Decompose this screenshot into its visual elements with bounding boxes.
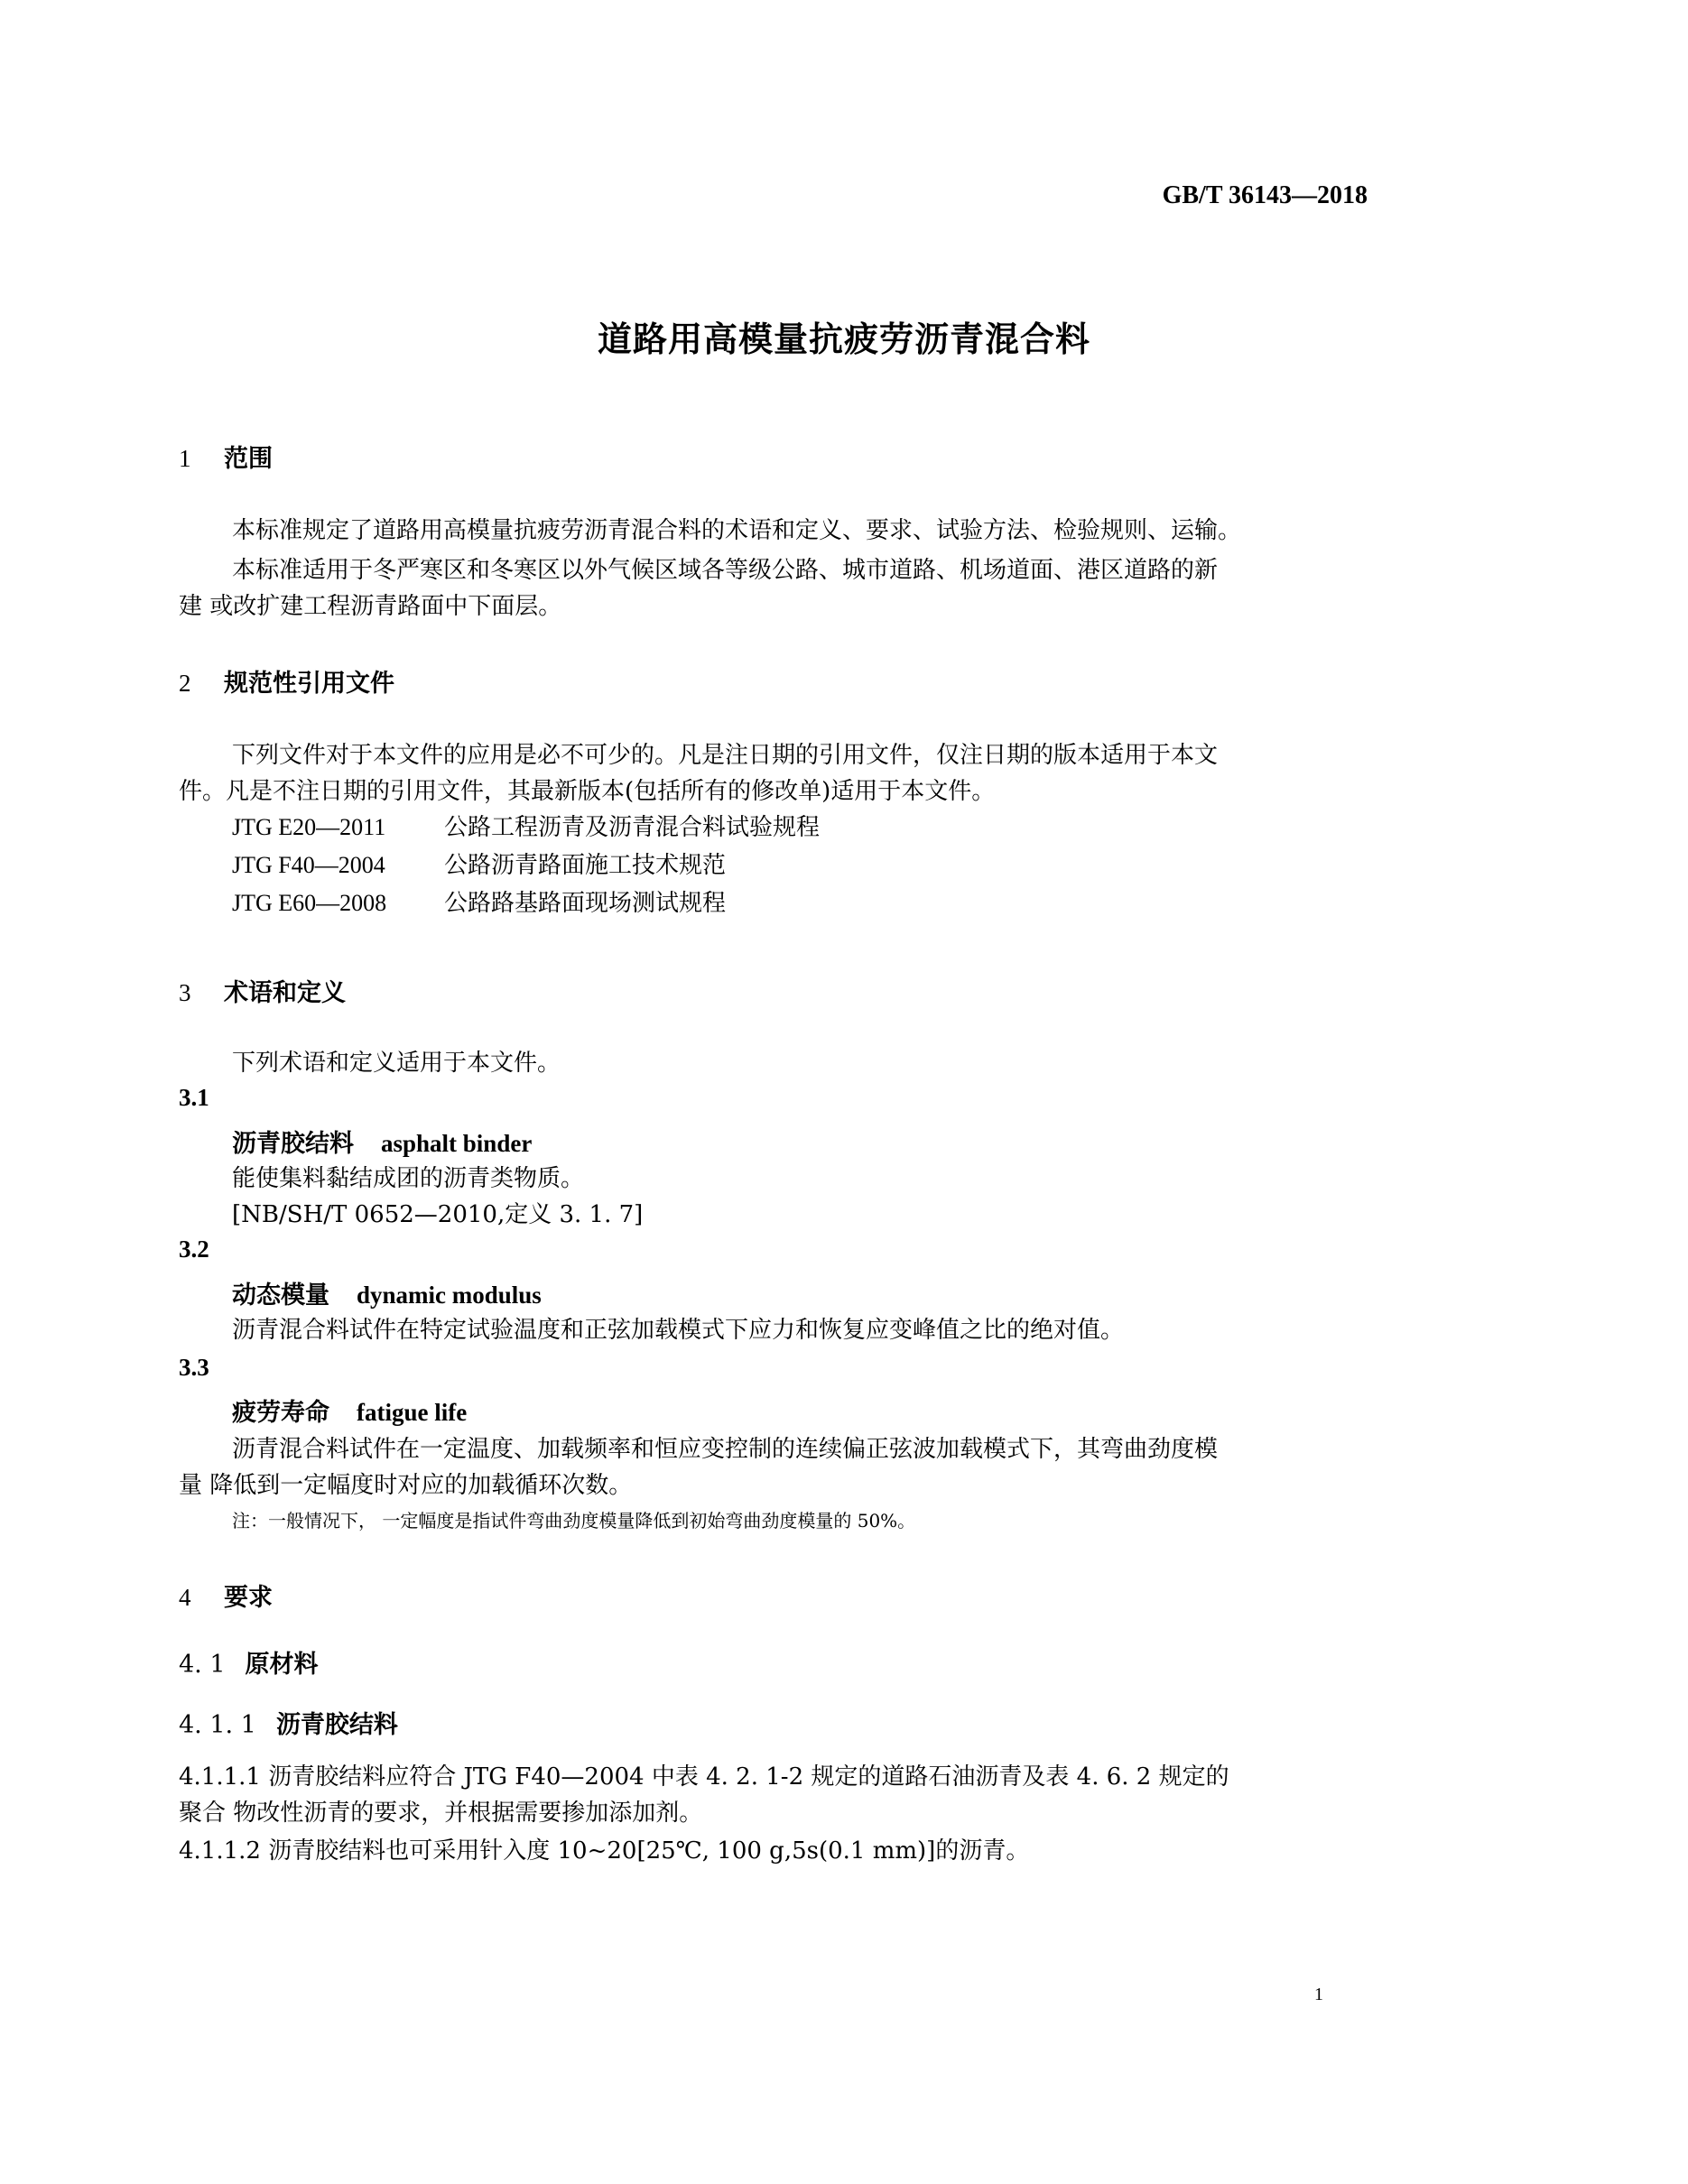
section-title: 规范性引用文件 [224, 670, 394, 698]
term-definition-line-1: 沥青混合料试件在一定温度、加载频率和恒应变控制的连续偏正弦波加载模式下，其弯曲劲度模 [232, 1436, 1219, 1463]
term-definition-line-2: 量 降低到一定幅度时对应的加载循环次数。 [179, 1472, 633, 1499]
section-2-paragraph-line-1: 下列文件对于本文件的应用是必不可少的。凡是注日期的引用文件，仅注日期的版本适用于本文 [232, 742, 1219, 769]
term-english: asphalt binder [381, 1130, 533, 1157]
section-1-paragraph-2-line-2: 建 或改扩建工程沥青路面中下面层。 [179, 593, 562, 620]
section-number: 4 [179, 1584, 191, 1611]
term-heading [232, 1275, 542, 1310]
page-number: 1 [1314, 1985, 1323, 2004]
term-chinese: 疲劳寿命 [232, 1399, 329, 1427]
term-number: 3.3 [179, 1354, 209, 1381]
clause-4-1-1-1-line-1: 4.1.1.1 沥青胶结料应符合 JTG F40—2004 中表 4. 2. 1-2 规定的道路石油沥青及表 4. 6. 2 规定的 [179, 1763, 1229, 1791]
term-english: dynamic modulus [357, 1282, 542, 1309]
term-chinese: 动态模量 [232, 1282, 329, 1309]
subsection-4-1-1-heading [179, 1705, 398, 1740]
standard-code: GB/T 36143—2018 [1162, 181, 1368, 209]
section-title: 要求 [224, 1584, 273, 1612]
section-number: 3 [179, 979, 191, 1006]
section-2-heading [179, 663, 394, 699]
section-4-heading [179, 1578, 273, 1613]
subsection-4-1-heading [179, 1644, 319, 1680]
reference-code: JTG F40—2004 [232, 852, 385, 878]
term-definition: 沥青混合料试件在特定试验温度和正弦加载模式下应力和恢复应变峰值之比的绝对值。 [232, 1317, 1125, 1344]
reference-item [232, 810, 820, 845]
clause-4-1-1-2: 4.1.1.2 沥青胶结料也可采用针入度 10~20[25℃, 100 g,5s(0.1 mm)]的沥青。 [179, 1837, 1030, 1865]
term-number: 3.1 [179, 1084, 209, 1111]
reference-title: 公路工程沥青及沥青混合料试验规程 [444, 814, 821, 841]
subsection-number: 4. 1 [179, 1651, 226, 1679]
reference-code: JTG E60—2008 [232, 890, 387, 916]
reference-code: JTG E20—2011 [232, 814, 386, 840]
reference-item [232, 886, 726, 921]
subsection-title: 沥青胶结料 [275, 1711, 398, 1739]
section-3-heading [179, 973, 346, 1008]
term-chinese: 沥青胶结料 [232, 1130, 354, 1158]
reference-item [232, 848, 726, 883]
term-source: [NB/SH/T 0652—2010,定义 3. 1. 7] [232, 1201, 644, 1228]
term-heading [232, 1124, 532, 1159]
reference-title: 公路路基路面现场测试规程 [444, 890, 727, 917]
term-english: fatigue life [357, 1399, 468, 1426]
section-number: 1 [179, 445, 191, 472]
section-title: 范围 [224, 445, 273, 473]
section-title: 术语和定义 [224, 979, 346, 1007]
section-2-paragraph-line-2: 件。凡是不注日期的引用文件，其最新版本(包括所有的修改单)适用于本文件。 [179, 778, 996, 805]
term-note: 注：一般情况下， 一定幅度是指试件弯曲劲度模量降低到初始弯曲劲度模量的 50%。 [232, 1510, 916, 1532]
section-3-intro: 下列术语和定义适用于本文件。 [232, 1050, 561, 1077]
reference-title: 公路沥青路面施工技术规范 [444, 852, 727, 879]
section-1-heading [179, 439, 273, 474]
term-heading [232, 1393, 467, 1428]
term-number: 3.2 [179, 1235, 209, 1263]
document-title: 道路用高模量抗疲劳沥青混合料 [597, 319, 1090, 359]
section-1-paragraph-1: 本标准规定了道路用高模量抗疲劳沥青混合料的术语和定义、要求、试验方法、检验规则、运输。 [232, 517, 1242, 544]
section-1-paragraph-2-line-1: 本标准适用于冬严寒区和冬寒区以外气候区域各等级公路、城市道路、机场道面、港区道路的新 [232, 557, 1219, 584]
subsection-number: 4. 1. 1 [179, 1711, 256, 1739]
clause-4-1-1-1-line-2: 聚合 物改性沥青的要求，并根据需要掺加添加剂。 [179, 1800, 703, 1827]
subsection-title: 原材料 [245, 1651, 319, 1679]
section-number: 2 [179, 670, 191, 697]
term-definition: 能使集料黏结成团的沥青类物质。 [232, 1165, 585, 1192]
